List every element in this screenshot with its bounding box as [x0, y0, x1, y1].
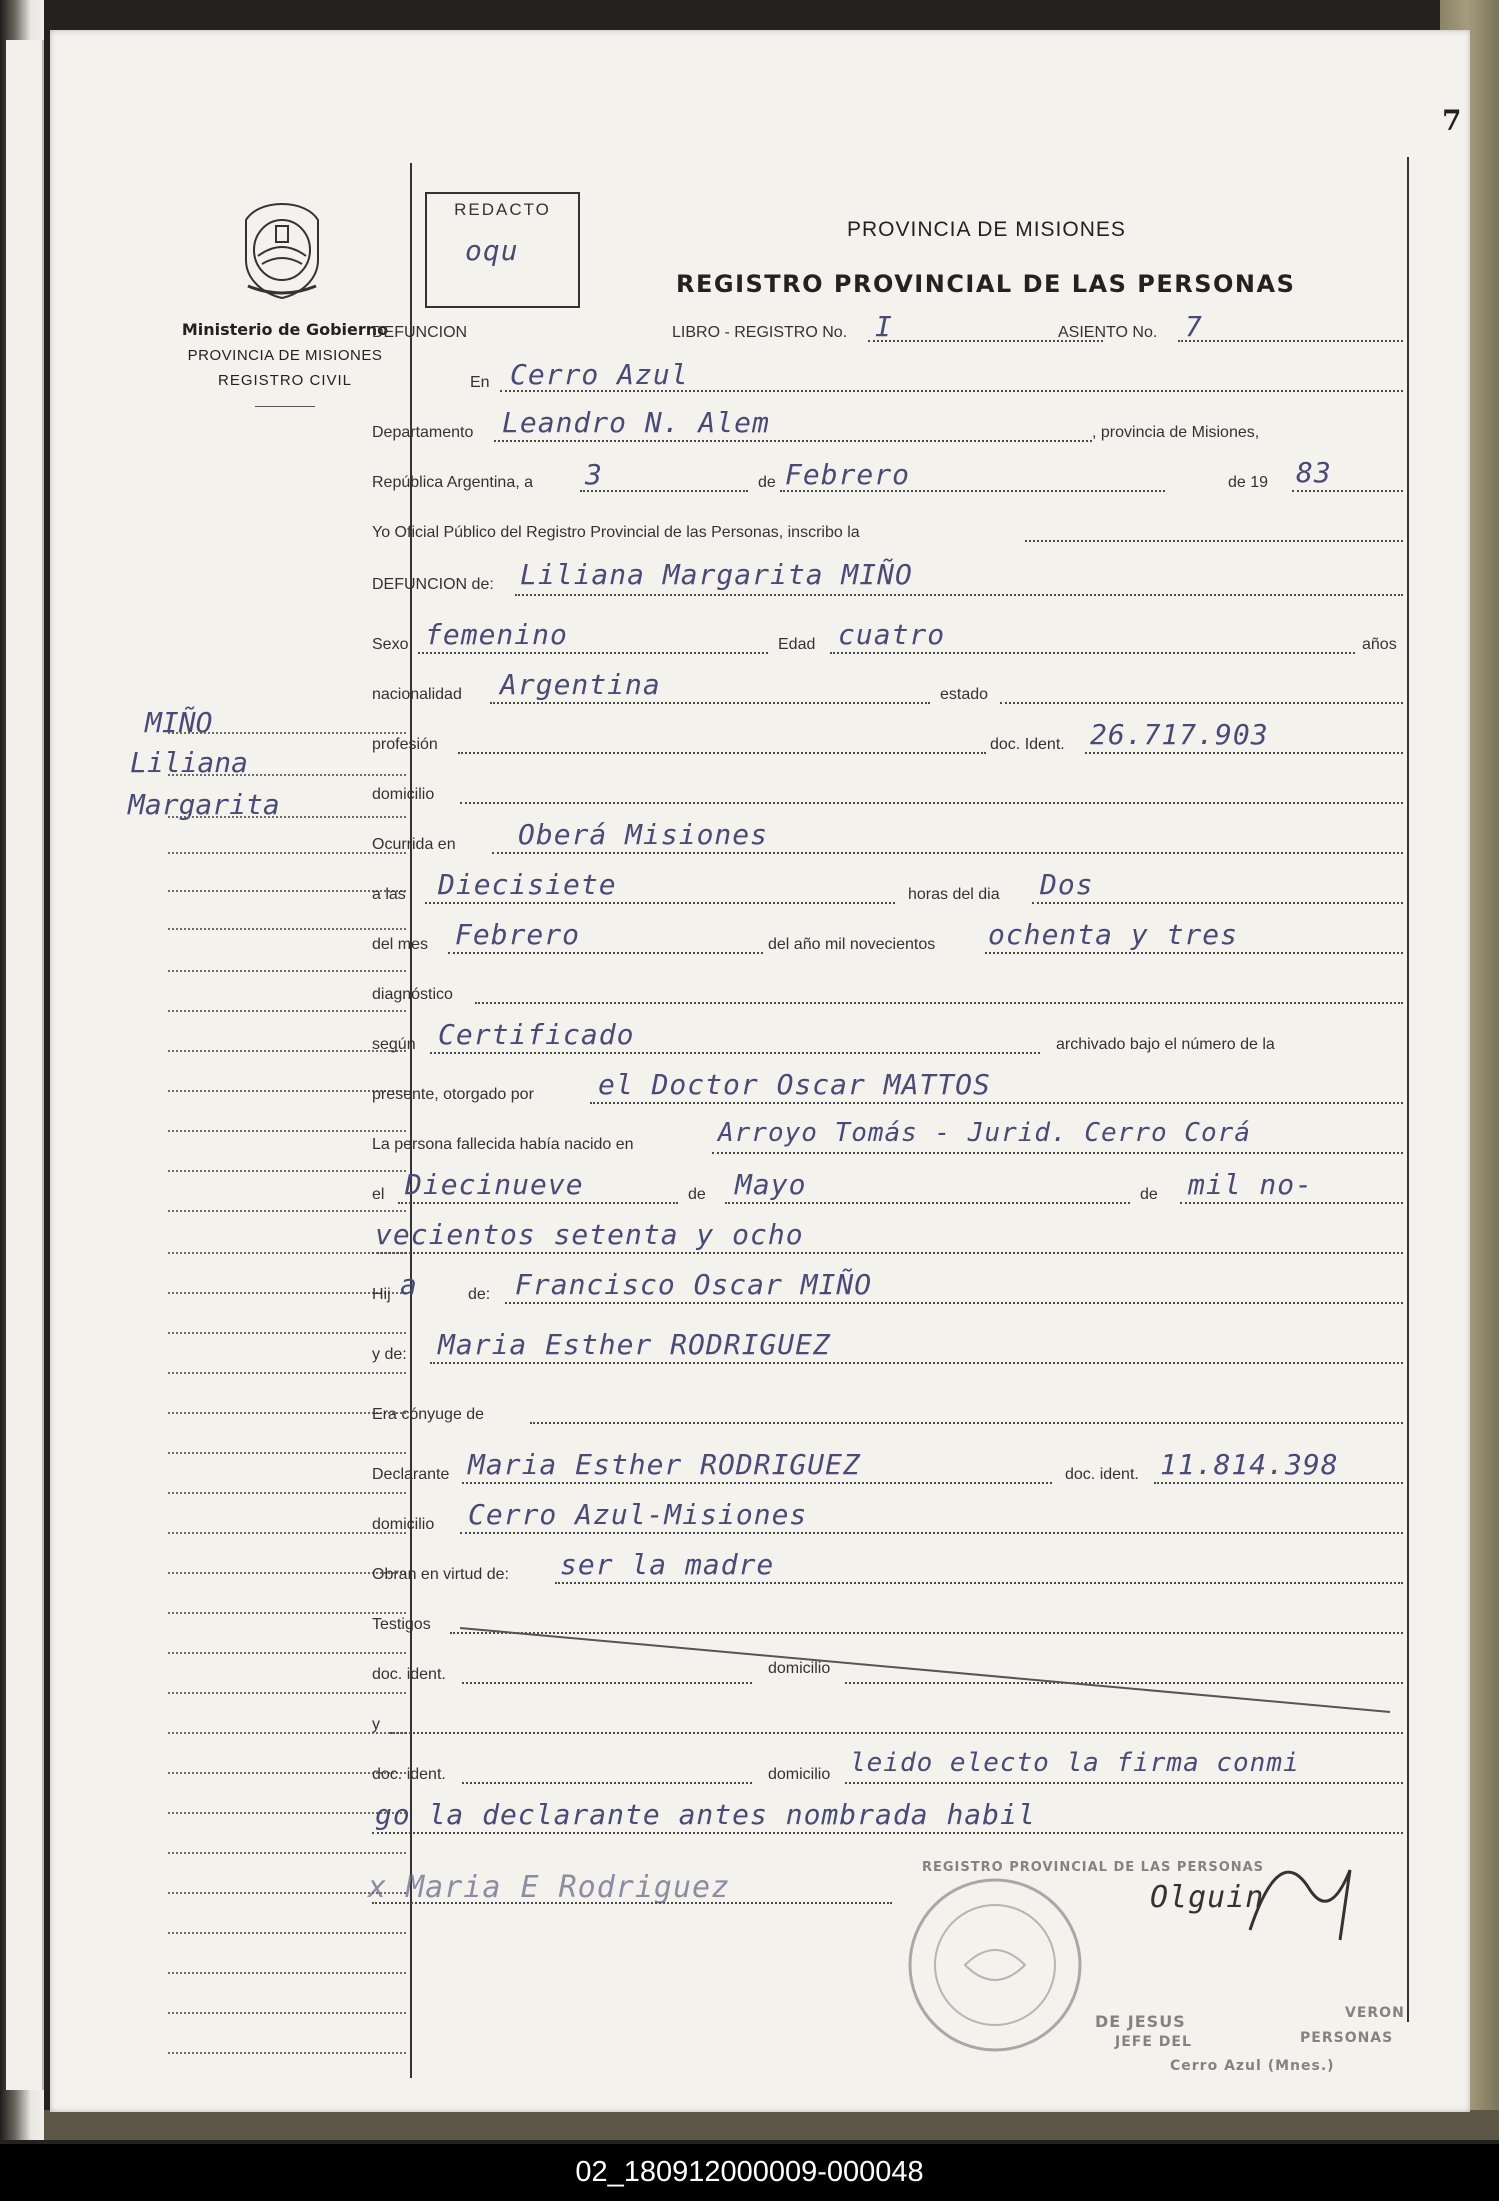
margin-line [168, 1210, 406, 1212]
redacto-label: REDACTO [454, 200, 551, 219]
margin-line [168, 1932, 406, 1934]
margin-line [168, 1572, 406, 1574]
sexo-line [418, 652, 768, 654]
defuncion-de-label: DEFUNCION de: [372, 576, 494, 593]
t-domicilio-label: domicilio [768, 1660, 831, 1677]
hijo-label: Hij [372, 1286, 391, 1303]
conyuge-line [530, 1422, 1403, 1424]
official-stamp-line-5: Cerro Azul (Mnes.) [1170, 2058, 1335, 2074]
del-mes-label: del mes [372, 936, 429, 953]
nacido-line [712, 1152, 1403, 1154]
margin-line [168, 1972, 406, 1974]
presente-label: presente, otorgado por [372, 1086, 534, 1103]
sexo-label: Sexo [372, 636, 409, 653]
margin-line [168, 1612, 406, 1614]
margin-line [168, 1652, 406, 1654]
fallecido-line [515, 594, 1403, 596]
sexo-value: femenino [425, 618, 568, 651]
nac-anio-line-1 [1180, 1202, 1403, 1204]
margin-line [168, 928, 406, 930]
segun-line [430, 1052, 1040, 1054]
margin-line [168, 1532, 406, 1534]
edad-value: cuatro [838, 618, 946, 651]
margin-line [168, 1772, 406, 1774]
margin-divider [255, 406, 315, 407]
hora-line [425, 902, 895, 904]
decl-domicilio-label: domicilio [372, 1516, 435, 1533]
margin-line [168, 1292, 406, 1294]
ocurrida-value: Oberá Misiones [518, 818, 769, 851]
redacto-box [425, 192, 580, 308]
de-mil-label: de [1140, 1186, 1158, 1203]
margin-line [168, 1732, 406, 1734]
domicilio-line [460, 802, 1403, 804]
anio-texto-value: ochenta y tres [988, 918, 1239, 951]
leido-line-1 [845, 1782, 1403, 1784]
el-label: el [372, 1186, 385, 1203]
margin-line [168, 1452, 406, 1454]
official-stamp-line-1: DE JESUS [1095, 2012, 1186, 2031]
t2-doc-line [462, 1782, 752, 1784]
segun-value: Certificado [438, 1018, 635, 1051]
departamento-line [494, 440, 1092, 442]
en-label: En [470, 374, 490, 391]
estado-line [1000, 702, 1403, 704]
hora-value: Diecisiete [438, 868, 617, 901]
hijo-de-label: de: [468, 1286, 491, 1303]
fallecido-value: Liliana Margarita MIÑO [520, 558, 913, 591]
header-registry: REGISTRO PROVINCIAL DE LAS PERSONAS [676, 270, 1296, 298]
nac-mes-value: Mayo [735, 1168, 807, 1201]
presente-line [590, 1102, 1403, 1104]
dia-texto-value: Dos [1040, 868, 1094, 901]
nac-dia-value: Diecinueve [405, 1168, 584, 1201]
margin-line [168, 2012, 406, 2014]
margin-line [168, 1252, 406, 1254]
anios-label: años [1362, 636, 1397, 653]
departamento-label: Departamento [372, 424, 474, 441]
margin-ministry: Ministerio de Gobierno [181, 320, 389, 339]
official-signature: Olguin [1150, 1880, 1265, 1915]
presente-value: el Doctor Oscar MATTOS [598, 1068, 991, 1101]
nacionalidad-value: Argentina [500, 668, 661, 701]
declarante-line [462, 1482, 1052, 1484]
margin-line [168, 2052, 406, 2054]
registry-round-stamp [905, 1875, 1085, 2055]
margin-line [168, 1372, 406, 1374]
decl-doc-line [1154, 1482, 1403, 1484]
margin-line [168, 1332, 406, 1334]
republica-label: República Argentina, a [372, 474, 533, 491]
nacionalidad-line [490, 702, 930, 704]
hijo-suffix: a [400, 1268, 418, 1301]
margin-line [168, 1050, 406, 1052]
margin-line [168, 1692, 406, 1694]
y-line [390, 1732, 1403, 1734]
header-province: PROVINCIA DE MISIONES [847, 218, 1126, 241]
declarante-label: Declarante [372, 1466, 450, 1483]
margin-line [168, 1130, 406, 1132]
ocurrida-label: Ocurrida en [372, 836, 456, 853]
book-cover-bottom [44, 2110, 1499, 2140]
margin-line [168, 1170, 406, 1172]
anio-mil-label: del año mil novecientos [768, 936, 936, 953]
profesion-label: profesión [372, 736, 438, 753]
leido-value-2: go la declarante antes nombrada habil [375, 1798, 1036, 1831]
right-border [1407, 157, 1409, 2022]
padre-value: Francisco Oscar MIÑO [515, 1268, 873, 1301]
asiento-value: 7 [1185, 310, 1203, 343]
departamento-value: Leandro N. Alem [502, 406, 770, 439]
t2-doc-label: doc. ident. [372, 1766, 446, 1783]
obran-value: ser la madre [560, 1548, 775, 1581]
nacido-value: Arroyo Tomás - Jurid. Cerro Corá [718, 1118, 1251, 1148]
margin-province: PROVINCIA DE MISIONES [187, 347, 383, 364]
asiento-label: ASIENTO No. [1058, 324, 1158, 341]
t2-domicilio-label: domicilio [768, 1766, 831, 1783]
decl-doc-value: 11.814.398 [1160, 1448, 1339, 1481]
nac-mes-line [725, 1202, 1130, 1204]
margin-name-first: Liliana [130, 746, 249, 779]
archivado-label: archivado bajo el número de la [1056, 1036, 1275, 1053]
margin-registry: REGISTRO CIVIL [217, 372, 353, 389]
decl-doc-label: doc. ident. [1065, 1466, 1139, 1483]
page-number: 7 [1442, 104, 1462, 137]
signature-line [372, 1902, 892, 1904]
madre-line [430, 1362, 1403, 1364]
declarante-signature: x Maria E Rodriguez [368, 1870, 731, 1905]
column-divider [410, 163, 412, 2078]
conyuge-label: Era cónyuge de [372, 1406, 485, 1423]
dia-texto-line [1032, 902, 1403, 904]
de19-label: de 19 [1228, 474, 1269, 491]
margin-line [168, 1812, 406, 1814]
official-signature-flourish [1230, 1830, 1370, 1950]
libro-value: I [875, 310, 893, 343]
mes-texto-value: Febrero [455, 918, 581, 951]
anio-texto-line [985, 952, 1403, 954]
margin-line [168, 1852, 406, 1854]
nacionalidad-label: nacionalidad [372, 686, 462, 703]
margin-line [168, 816, 406, 818]
leido-value-1: leido electo la firma conmi [850, 1748, 1300, 1778]
scan-footer-code: 02_180912000009-000048 [0, 2144, 1499, 2201]
official-stamp-line-2: VERON [1345, 2005, 1405, 2021]
margin-line [168, 1090, 406, 1092]
margin-line [168, 732, 406, 734]
estado-label: estado [940, 686, 989, 703]
margin-line [168, 1010, 406, 1012]
de-label: de [758, 474, 776, 491]
t-doc-label: doc. ident. [372, 1666, 446, 1683]
redacto-mark: oqu [465, 234, 519, 267]
margin-line [168, 852, 406, 854]
de-mayo-label: de [688, 1186, 706, 1203]
nac-anio-value-2: vecientos setenta y ocho [375, 1218, 804, 1251]
province-coat-of-arms-icon [238, 200, 326, 302]
mes-line [780, 490, 1165, 492]
facing-page-edge [6, 40, 44, 2090]
mes-texto-line [448, 952, 763, 954]
doc-ident-value: 26.717.903 [1090, 718, 1269, 751]
dia-line [580, 490, 748, 492]
margin-line [168, 1492, 406, 1494]
round-stamp-text: REGISTRO PROVINCIAL DE LAS PERSONAS [922, 1860, 1265, 1875]
diagnostico-label: diagnóstico [372, 986, 453, 1003]
nac-anio-line-2 [372, 1252, 1403, 1254]
nac-dia-line [398, 1202, 678, 1204]
a-las-label: a las [372, 886, 406, 903]
provincia-label: , provincia de Misiones, [1092, 424, 1260, 441]
segun-label: según [372, 1036, 416, 1053]
doc-ident-line [1085, 752, 1403, 754]
declarante-value: Maria Esther RODRIGUEZ [468, 1448, 861, 1481]
decl-domicilio-line [460, 1532, 1403, 1534]
obran-line [555, 1582, 1403, 1584]
margin-line [168, 774, 406, 776]
margin-name-surname: MIÑO [145, 706, 213, 739]
en-line [500, 390, 1403, 392]
defuncion-label: DEFUNCION [372, 324, 468, 341]
padre-line [505, 1302, 1403, 1304]
obran-label: Obran en virtud de: [372, 1566, 509, 1583]
decl-domicilio-value: Cerro Azul-Misiones [468, 1498, 808, 1531]
margin-name-second: Margarita [128, 788, 280, 821]
testigos-strike-line [450, 1620, 1400, 1720]
diagnostico-line [475, 1002, 1403, 1004]
profesion-line [458, 752, 986, 754]
margin-line [168, 890, 406, 892]
register-page [50, 30, 1470, 2112]
doc-ident-label: doc. Ident. [990, 736, 1065, 753]
margin-line [168, 1412, 406, 1414]
madre-value: Maria Esther RODRIGUEZ [438, 1328, 831, 1361]
nacido-label: La persona fallecida había nacido en [372, 1136, 634, 1153]
domicilio-label: domicilio [372, 786, 435, 803]
y-de-label: y de: [372, 1346, 407, 1363]
horas-dia-label: horas del dia [908, 886, 1000, 903]
ocurrida-line [492, 852, 1403, 854]
oficial-line [1025, 540, 1403, 542]
mes-value: Febrero [785, 458, 911, 491]
anio-line [1292, 490, 1403, 492]
asiento-line [1178, 340, 1403, 342]
margin-line [168, 970, 406, 972]
nac-anio-value-1: mil no- [1188, 1168, 1314, 1201]
y-label: y [372, 1716, 380, 1733]
en-value: Cerro Azul [510, 358, 689, 391]
testigos-label: Testigos [372, 1616, 431, 1633]
edad-label: Edad [778, 636, 816, 653]
official-stamp-line-3: JEFE DEL [1115, 2034, 1192, 2050]
oficial-text: Yo Oficial Público del Registro Provincial de las Personas, inscribo la [372, 524, 860, 541]
official-stamp-line-4: PERSONAS [1300, 2030, 1394, 2046]
dia-value: 3 [585, 458, 603, 491]
libro-label: LIBRO - REGISTRO No. [672, 324, 848, 341]
edad-line [830, 652, 1355, 654]
anio-value: 83 [1296, 456, 1332, 489]
